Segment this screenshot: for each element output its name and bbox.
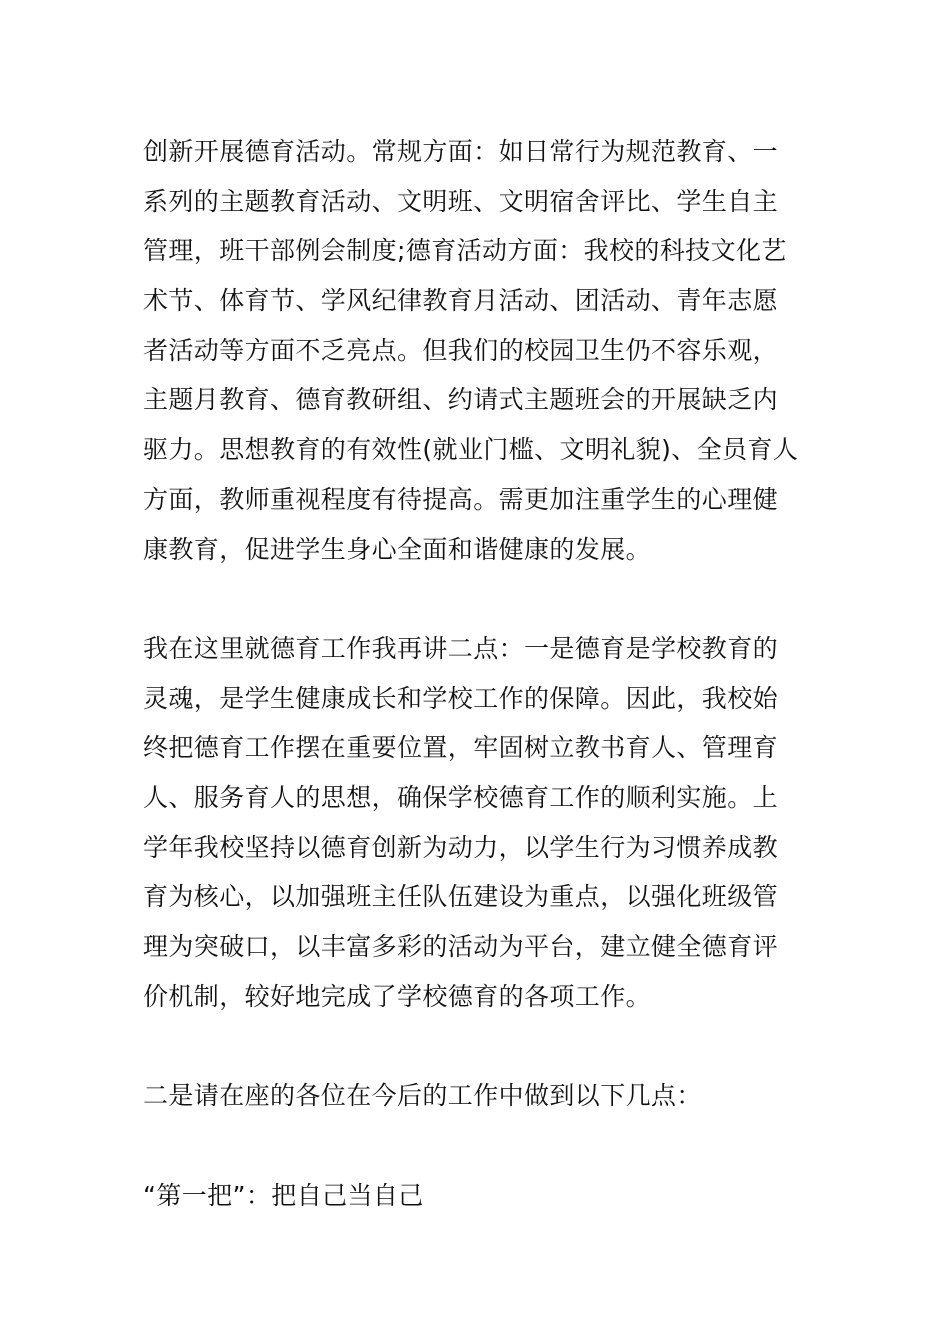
text-line: 灵魂，是学生健康成长和学校工作的保障。因此，我校始 — [143, 683, 779, 713]
text-line: “第一把”：把自己当自己 — [143, 1181, 424, 1210]
text-line: 育为核心，以加强班主任队伍建设为重点，以强化班级管 — [143, 882, 779, 912]
text-line: 术节、体育节、学风纪律教育月活动、团活动、青年志愿 — [143, 286, 779, 316]
text-line: 主题月教育、德育教研组、约请式主题班会的开展缺乏内 — [143, 385, 779, 415]
text-line: 方面，教师重视程度有待提高。需更加注重学生的心理健 — [143, 484, 779, 514]
paragraph-4 — [143, 1171, 813, 1221]
text-line: 学年我校坚持以德育创新为动力，以学生行为习惯养成教 — [143, 832, 779, 862]
text-line: 二是请在座的各位在今后的工作中做到以下几点： — [143, 1081, 702, 1110]
text-line: 价机制，较好地完成了学校德育的各项工作。 — [143, 981, 652, 1011]
text-line: 系列的主题教育活动、文明班、文明宿舍评比、学生自主 — [143, 186, 779, 216]
paragraph-1 — [143, 127, 813, 574]
text-line: 康教育，促进学生身心全面和谐健康的发展。 — [143, 534, 652, 564]
text-line: 终把德育工作摆在重要位置，牢固树立教书育人、管理育 — [143, 733, 779, 763]
text-line: 理为突破口，以丰富多彩的活动为平台，建立健全德育评 — [143, 932, 779, 962]
text-line: 人、服务育人的思想，确保学校德育工作的顺利实施。上 — [143, 783, 779, 813]
text-line: 者活动等方面不乏亮点。但我们的校园卫生仍不容乐观， — [143, 335, 779, 365]
paragraph-2 — [143, 624, 813, 1022]
text-line: 管理，班干部例会制度;德育活动方面：我校的科技文化艺 — [143, 236, 787, 266]
text-line: 创新开展德育活动。常规方面：如日常行为规范教育、一 — [143, 137, 779, 166]
paragraph-3 — [143, 1071, 813, 1121]
text-line: 驱力。思想教育的有效性(就业门槛、文明礼貌)、全员育人 — [143, 435, 799, 465]
text-line: 我在这里就德育工作我再讲二点：一是德育是学校教育的 — [143, 634, 779, 663]
